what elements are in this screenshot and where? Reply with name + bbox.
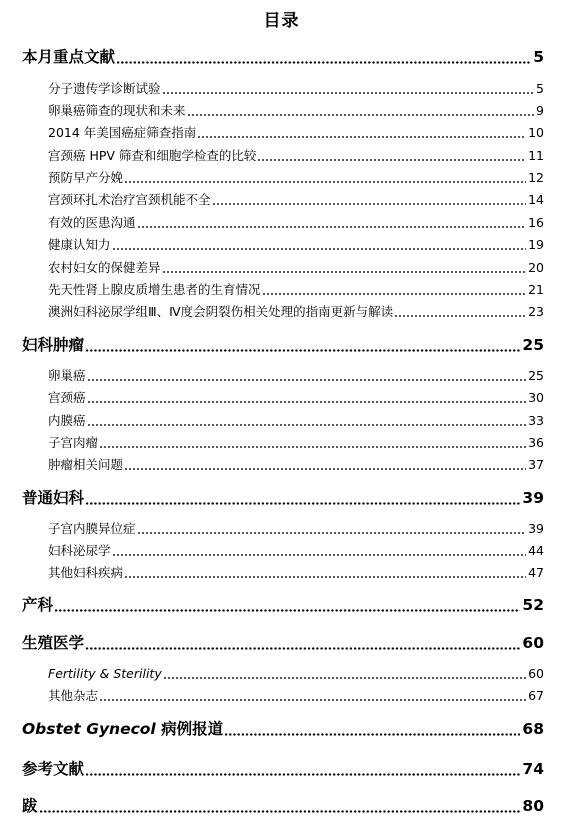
section-title-suffix: 病例报道 (155, 720, 224, 738)
entry-page-number: 20 (528, 260, 544, 275)
entry-title: 预防早产分娩 (48, 170, 124, 185)
toc-entry[interactable] (48, 172, 544, 185)
toc-entry[interactable] (48, 217, 544, 230)
dot-leader (137, 532, 527, 534)
toc-section-gyn-oncology[interactable] (22, 338, 544, 354)
toc-entry[interactable] (48, 690, 544, 703)
dot-leader (124, 468, 526, 470)
section-page-number: 80 (522, 797, 544, 815)
section-page-number: 25 (522, 336, 544, 354)
section-page-number: 74 (522, 760, 544, 778)
toc-section-general-gynecology[interactable] (22, 491, 544, 507)
entry-page-number: 37 (528, 457, 544, 472)
toc-entry[interactable] (48, 105, 544, 118)
entry-title: 澳洲妇科泌尿学组Ⅲ、Ⅳ度会阴裂伤相关处理的指南更新与解读 (48, 304, 394, 319)
section-title: 产科 (22, 596, 54, 614)
entry-page-number: 19 (528, 237, 544, 252)
dot-leader (85, 502, 520, 505)
toc-entry[interactable] (48, 194, 544, 207)
entry-page-number: 12 (528, 170, 544, 185)
dot-leader (124, 576, 526, 578)
section-title: 普通妇科 (22, 489, 85, 507)
entry-title: 宫颈环扎术治疗宫颈机能不全 (48, 192, 211, 207)
entry-title: 2014 年美国癌症筛查指南 (48, 125, 197, 140)
entry-title: 宫颈癌 HPV 筛查和细胞学检查的比较 (48, 148, 257, 163)
entry-title: 肿瘤相关问题 (48, 457, 124, 472)
page-title: 目录 (263, 11, 300, 31)
entry-page-number: 14 (528, 192, 544, 207)
entry-page-number: 16 (528, 215, 544, 230)
toc-entry[interactable] (48, 567, 544, 580)
entry-page-number: 10 (528, 125, 544, 140)
entry-title: 子宫内膜异位症 (48, 521, 136, 536)
dot-leader (257, 159, 526, 161)
toc-entry[interactable] (48, 415, 544, 428)
dot-leader (162, 271, 527, 273)
toc-entry[interactable] (48, 239, 544, 252)
toc-section-postscript[interactable] (22, 799, 544, 815)
dot-leader (39, 810, 521, 813)
section-title: 参考文献 (22, 760, 85, 778)
entry-title: 先天性肾上腺皮质增生患者的生育情况 (48, 282, 261, 297)
dot-leader (197, 136, 526, 138)
dot-leader (87, 424, 527, 426)
dot-leader (394, 315, 526, 317)
dot-leader (85, 349, 520, 352)
dot-leader (54, 609, 520, 612)
section-page-number: 5 (533, 48, 544, 66)
entry-page-number: 30 (528, 390, 544, 405)
entry-page-number: 47 (528, 565, 544, 580)
entry-title: 妇科泌尿学 (48, 543, 111, 558)
toc-entry[interactable] (48, 523, 544, 536)
dot-leader (212, 203, 527, 205)
entry-page-number: 33 (528, 413, 544, 428)
entry-title: 宫颈癌 (48, 390, 86, 405)
toc-entry[interactable] (48, 370, 544, 383)
dot-leader (262, 293, 527, 295)
dot-leader (87, 379, 527, 381)
entry-title: 子宫肉瘤 (48, 435, 99, 450)
entry-page-number: 5 (536, 81, 544, 96)
dot-leader (85, 773, 520, 776)
dot-leader (163, 677, 526, 679)
entry-page-number: 25 (528, 368, 544, 383)
section-title (22, 722, 223, 738)
entry-page-number: 23 (528, 304, 544, 319)
entry-page-number: 44 (528, 543, 544, 558)
section-page-number: 39 (522, 489, 544, 507)
dot-leader (137, 226, 527, 228)
section-page-number: 60 (522, 634, 544, 652)
toc-entry[interactable] (48, 668, 544, 681)
entry-title: 卵巢癌筛查的现状和未来 (48, 103, 186, 118)
section-title: 本月重点文献 (22, 48, 116, 66)
entry-page-number: 36 (528, 435, 544, 450)
entry-title: Fertility & Sterility (48, 666, 162, 681)
toc-entry[interactable] (48, 284, 544, 297)
entry-title: 有效的医患沟通 (48, 215, 136, 230)
entry-title: 农村妇女的保健差异 (48, 260, 161, 275)
section-title: 跋 (22, 797, 38, 815)
dot-leader (187, 114, 535, 116)
toc-section-case-reports[interactable] (22, 722, 544, 738)
toc-entry[interactable] (48, 127, 544, 140)
entry-page-number: 67 (528, 688, 544, 703)
dot-leader (87, 401, 527, 403)
entry-title: 其他妇科疾病 (48, 565, 124, 580)
dot-leader (112, 248, 527, 250)
dot-leader (224, 733, 520, 736)
entry-title: 卵巢癌 (48, 368, 86, 383)
toc-entry[interactable] (48, 150, 544, 163)
dot-leader (85, 647, 520, 650)
toc-entry[interactable] (48, 306, 544, 319)
dot-leader (99, 446, 526, 448)
section-title-journal: Obstet Gynecol (22, 720, 156, 738)
entry-page-number: 21 (528, 282, 544, 297)
dot-leader (99, 699, 526, 701)
toc-entry[interactable] (48, 459, 544, 472)
entry-title: 其他杂志 (48, 688, 99, 703)
entry-page-number: 39 (528, 521, 544, 536)
toc-entry[interactable] (48, 545, 544, 558)
entry-title: 分子遗传学诊断试验 (48, 81, 161, 96)
dot-leader (124, 181, 526, 183)
dot-leader (162, 92, 535, 94)
toc-section-key-literature[interactable] (22, 50, 544, 66)
section-page-number: 52 (522, 596, 544, 614)
entry-title: 内膜癌 (48, 413, 86, 428)
entry-page-number: 9 (536, 103, 544, 118)
toc-section-reproductive-medicine[interactable] (22, 636, 544, 652)
toc-entry[interactable] (48, 392, 544, 405)
section-title: 生殖医学 (22, 634, 85, 652)
toc-entry[interactable] (48, 262, 544, 275)
entry-title: 健康认知力 (48, 237, 111, 252)
toc-entry[interactable] (48, 83, 544, 96)
dot-leader (116, 61, 531, 64)
section-page-number: 68 (522, 720, 544, 738)
toc-entry[interactable] (48, 437, 544, 450)
toc-section-references[interactable] (22, 762, 544, 778)
toc-section-obstetrics[interactable] (22, 598, 544, 614)
entry-page-number: 60 (528, 666, 544, 681)
dot-leader (112, 554, 527, 556)
entry-page-number: 11 (528, 148, 544, 163)
section-title: 妇科肿瘤 (22, 336, 85, 354)
